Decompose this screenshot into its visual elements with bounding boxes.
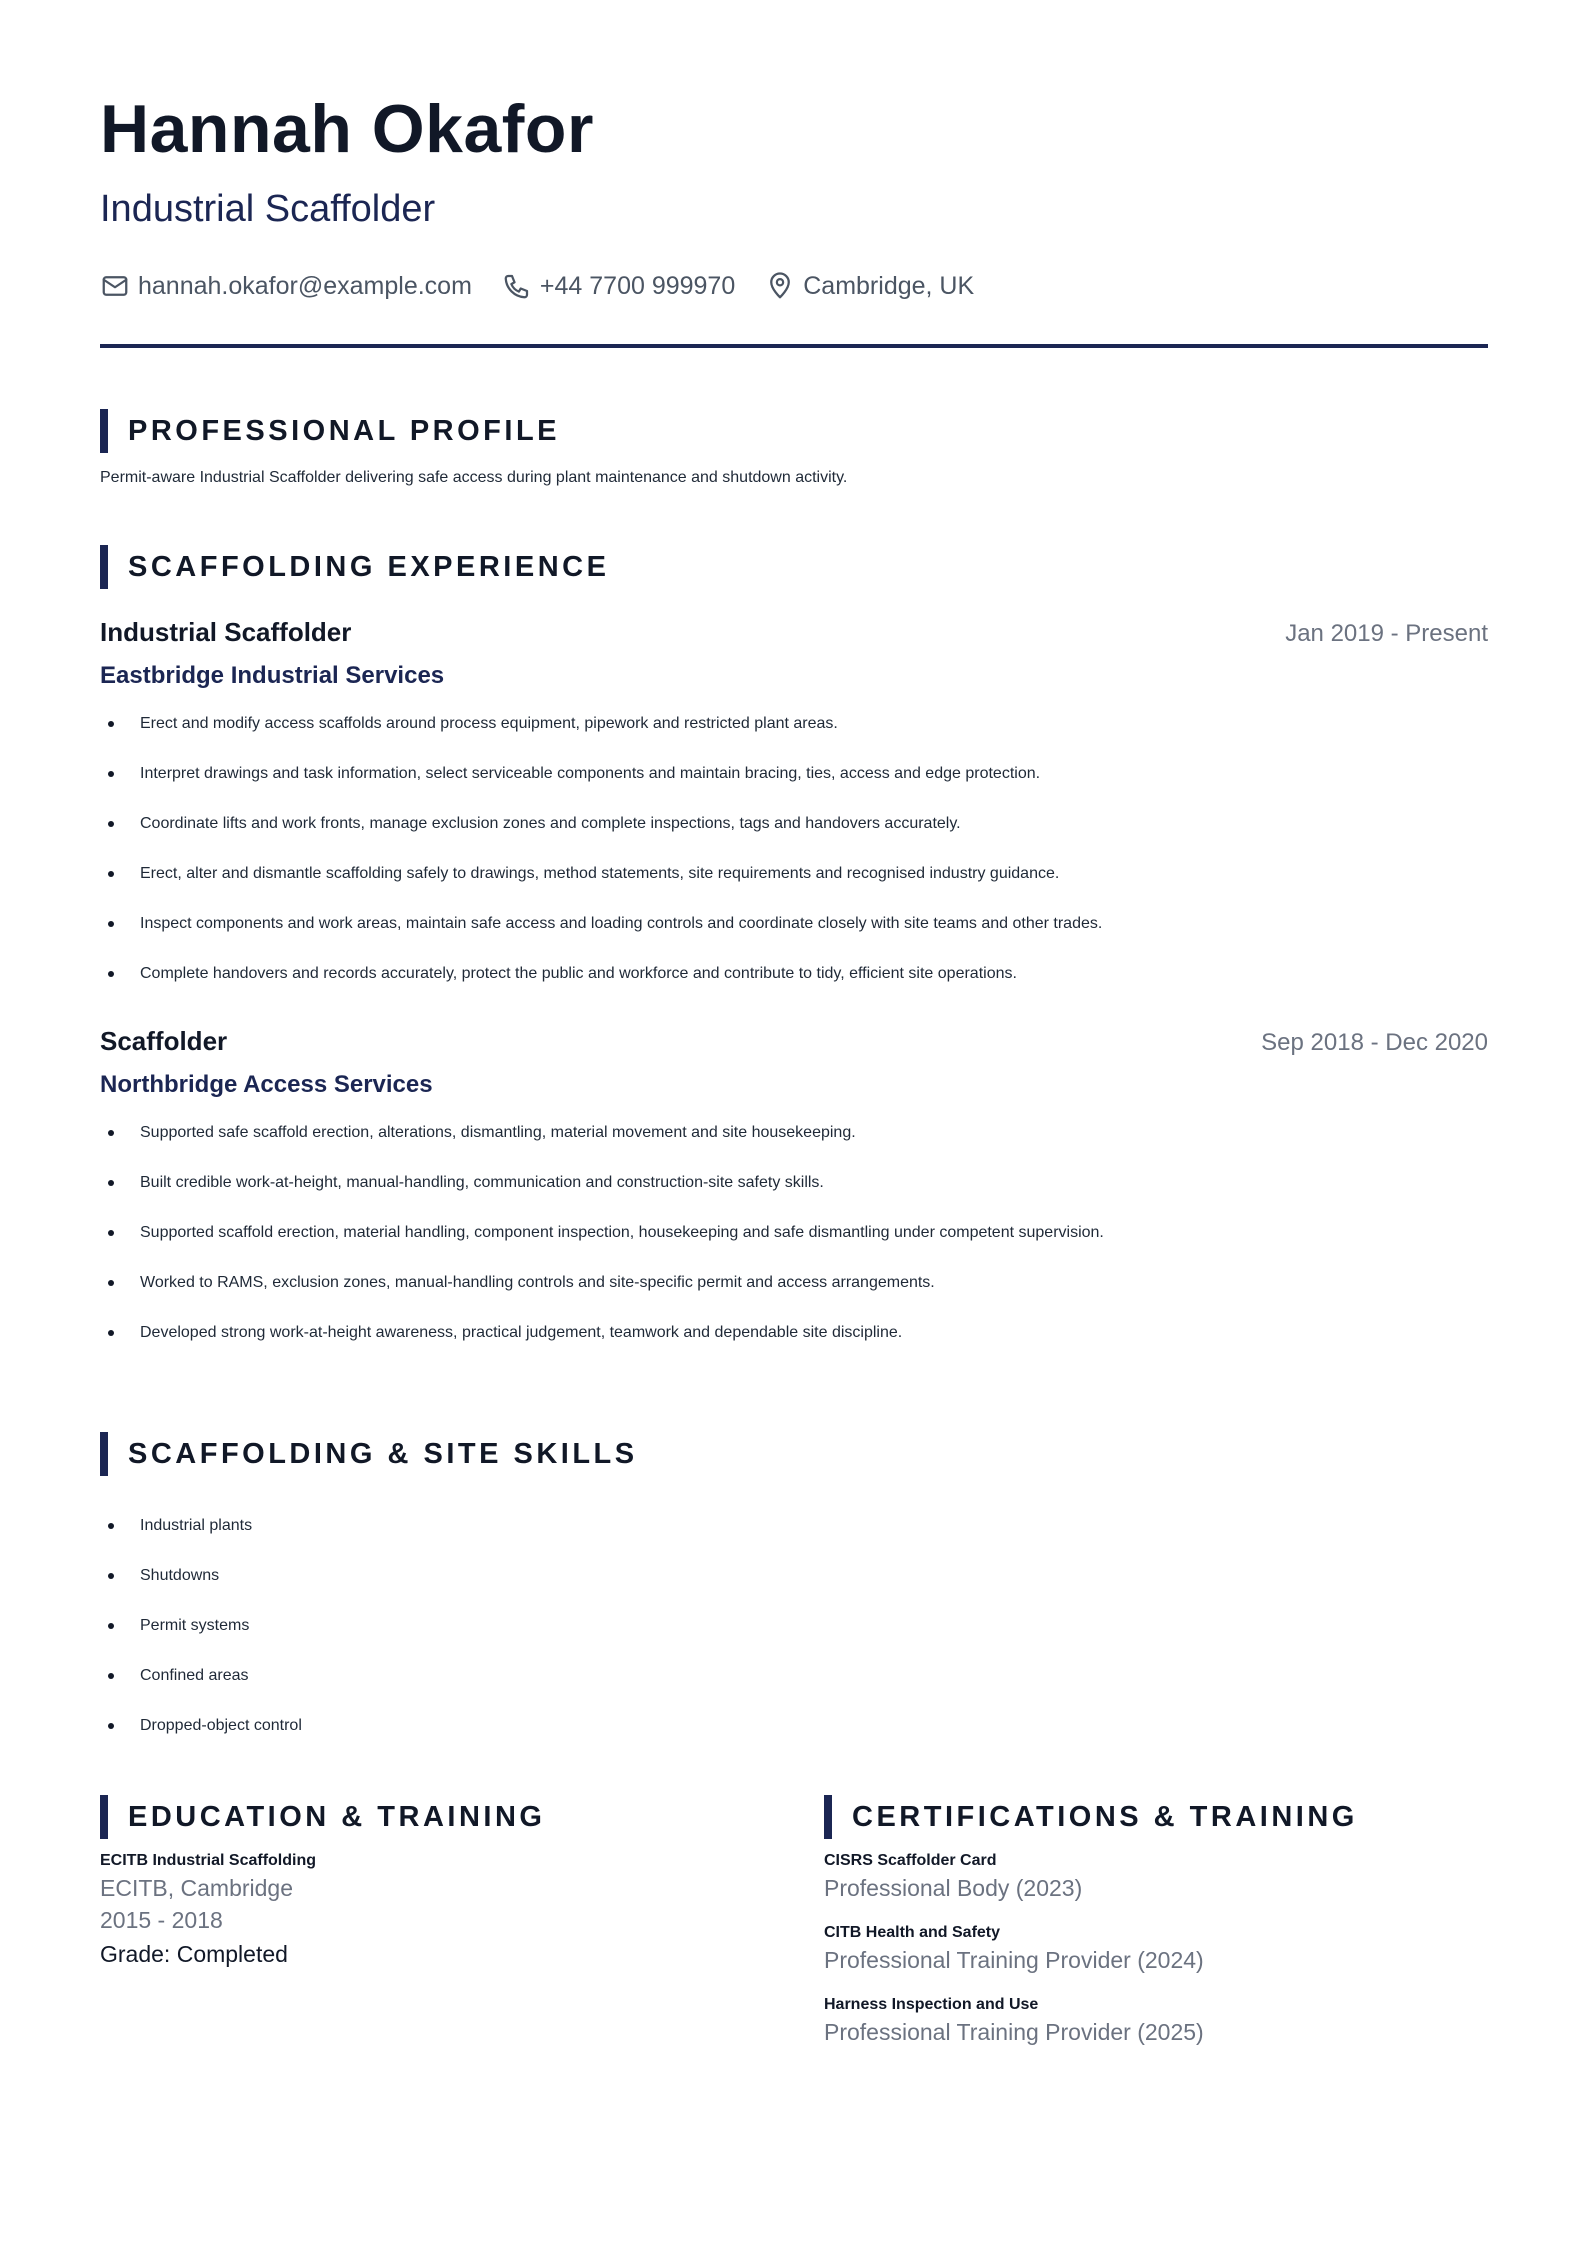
job-bullet: Built credible work-at-height, manual-handling, communication and construction-site safety skills.	[100, 1172, 1488, 1222]
section-experience-heading	[100, 545, 609, 589]
job-bullet: Developed strong work-at-height awareness, practical judgement, teamwork and dependable site discipline.	[100, 1322, 1488, 1372]
candidate-name: Hannah Okafor	[100, 91, 594, 167]
education-grade: Grade: Completed	[100, 1941, 288, 1967]
education-title: ECITB Industrial Scaffolding	[100, 1852, 317, 1869]
job-bullet: Interpret drawings and task information, select serviceable components and maintain bracing, ties, access and edge protection.	[100, 763, 1488, 813]
education-entry	[100, 1850, 316, 1970]
certification-issuer: Professional Training Provider (2024)	[824, 1947, 1204, 1973]
section-accent-bar	[100, 545, 108, 589]
certification-name: CISRS Scaffolder Card	[824, 1852, 997, 1869]
certification-item	[824, 1994, 1204, 2048]
mail-icon	[100, 271, 130, 301]
map-pin-icon	[765, 271, 795, 301]
job-title: Scaffolder	[100, 1026, 228, 1056]
job-bullet-list	[100, 713, 1488, 1013]
skill-item: Shutdowns	[100, 1565, 302, 1615]
section-education-heading	[100, 1795, 545, 1839]
phone-icon	[502, 271, 532, 301]
section-title: PROFESSIONAL PROFILE	[128, 414, 561, 447]
contact-phone[interactable]	[502, 268, 735, 304]
job-entry	[100, 617, 1488, 1013]
email-text: hannah.okafor@example.com	[138, 272, 472, 300]
section-accent-bar	[100, 1795, 108, 1839]
contact-row	[100, 268, 1004, 304]
candidate-role: Industrial Scaffolder	[100, 188, 436, 230]
job-bullet-list	[100, 1122, 1488, 1372]
section-title: CERTIFICATIONS & TRAINING	[852, 1800, 1358, 1833]
certification-item	[824, 1850, 1204, 1904]
contact-email[interactable]	[100, 268, 472, 304]
skill-item: Dropped-object control	[100, 1715, 302, 1765]
skill-item: Confined areas	[100, 1665, 302, 1715]
job-company: Northbridge Access Services	[100, 1071, 433, 1098]
job-company: Eastbridge Industrial Services	[100, 662, 445, 689]
job-bullet: Worked to RAMS, exclusion zones, manual-handling controls and site-specific permit and access arrangements.	[100, 1272, 1488, 1322]
section-title: EDUCATION & TRAINING	[128, 1800, 546, 1833]
header-divider	[100, 344, 1488, 348]
certification-name: CITB Health and Safety	[824, 1924, 1001, 1941]
job-bullet: Supported safe scaffold erection, alterations, dismantling, material movement and site housekeeping.	[100, 1122, 1488, 1172]
section-certifications-heading	[824, 1795, 1358, 1839]
section-skills-heading	[100, 1432, 638, 1476]
job-dates: Jan 2019 - Present	[1285, 620, 1488, 647]
job-bullet: Complete handovers and records accurately, protect the public and workforce and contribute to tidy, efficient site operations.	[100, 963, 1488, 1013]
phone-text: +44 7700 999970	[539, 272, 736, 300]
section-accent-bar	[100, 1432, 108, 1476]
job-entry	[100, 1026, 1488, 1372]
job-bullet: Supported scaffold erection, material handling, component inspection, housekeeping and safe dismantling under competent supervision.	[100, 1222, 1488, 1272]
skill-item: Permit systems	[100, 1615, 302, 1665]
job-bullet: Inspect components and work areas, maintain safe access and loading controls and coordinate closely with site teams and other trades.	[100, 913, 1488, 963]
section-accent-bar	[824, 1795, 832, 1839]
certification-item	[824, 1922, 1204, 1976]
certification-issuer: Professional Training Provider (2025)	[824, 2019, 1204, 2045]
job-dates: Sep 2018 - Dec 2020	[1261, 1029, 1488, 1056]
section-title: SCAFFOLDING EXPERIENCE	[128, 550, 610, 583]
job-bullet: Coordinate lifts and work fronts, manage exclusion zones and complete inspections, tags and handovers accurately.	[100, 813, 1488, 863]
job-bullet: Erect and modify access scaffolds around process equipment, pipework and restricted plant areas.	[100, 713, 1488, 763]
job-bullet: Erect, alter and dismantle scaffolding safely to drawings, method statements, site requirements and recognised industry guidance.	[100, 863, 1488, 913]
contact-location	[765, 268, 974, 304]
section-title: SCAFFOLDING & SITE SKILLS	[128, 1437, 638, 1470]
education-institution: ECITB, Cambridge	[100, 1875, 294, 1901]
section-profile-heading	[100, 409, 560, 453]
skill-item: Industrial plants	[100, 1515, 302, 1565]
job-header	[100, 1026, 1488, 1060]
certification-name: Harness Inspection and Use	[824, 1996, 1039, 2013]
job-title: Industrial Scaffolder	[100, 617, 352, 647]
skills-list	[100, 1515, 302, 1765]
job-header	[100, 617, 1488, 651]
location-text: Cambridge, UK	[803, 272, 975, 300]
certification-issuer: Professional Body (2023)	[824, 1875, 1083, 1901]
education-years: 2015 - 2018	[100, 1907, 223, 1933]
section-accent-bar	[100, 409, 108, 453]
profile-summary: Permit-aware Industrial Scaffolder delivering safe access during plant maintenance and shutdown activity.	[100, 469, 848, 486]
certifications-list	[824, 1850, 1204, 2066]
